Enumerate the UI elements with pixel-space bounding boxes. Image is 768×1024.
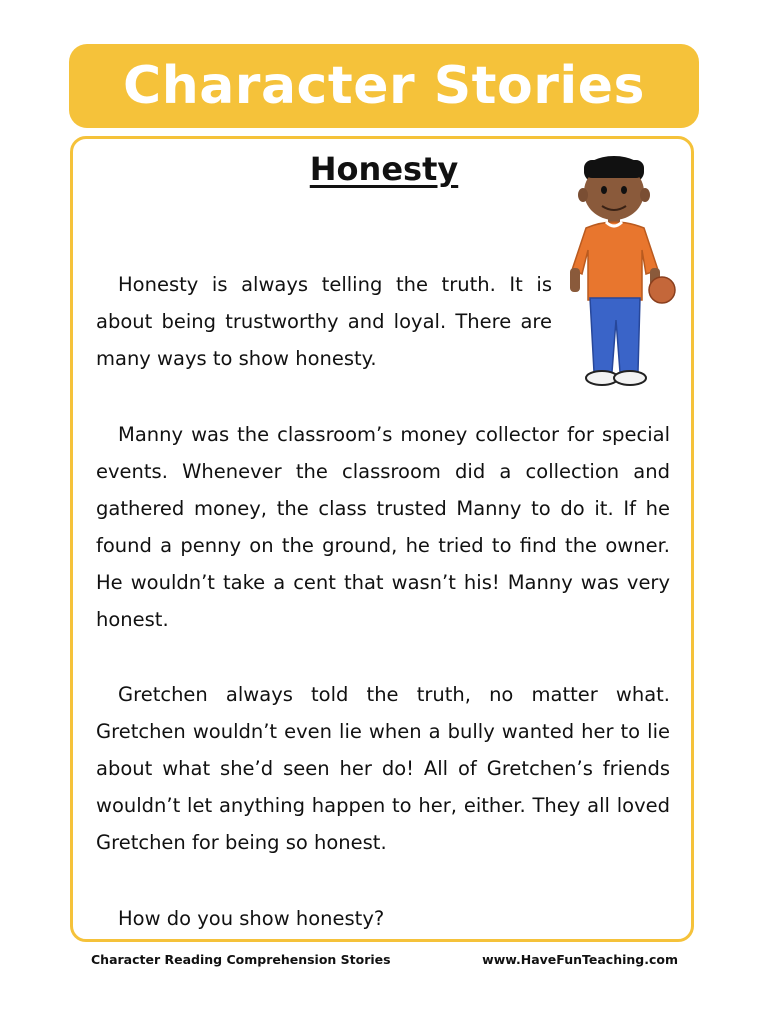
boy-holding-penny-illustration — [566, 150, 676, 390]
story-paragraph-manny: Manny was the classroom’s money collector for special events. Whenever the classroom did a collection and gathered money, the class trusted Manny to do it. If he found a penny on the ground, he tried to find the owner. He wouldn’t take a cent that wasn’t his! Manny was very honest. — [96, 423, 670, 631]
story-paragraph-intro: Honesty is always telling the truth. It is about being trustworthy and loyal. There are many ways to show honesty. — [96, 273, 552, 370]
footer-website-link[interactable]: www.HaveFunTeaching.com — [482, 952, 678, 967]
story-question: How do you show honesty? — [118, 907, 385, 930]
title-banner — [69, 44, 699, 128]
story-paragraph-gretchen: Gretchen always told the truth, no matter what. Gretchen wouldn’t even lie when a bully wanted her to lie about what she’d seen her do! All of Gretchen’s friends wouldn’t let anything happen to her, either. They all loved Gretchen for being so honest. — [96, 683, 670, 854]
page-title: Character Stories — [123, 56, 645, 116]
footer-series-label: Character Reading Comprehension Stories — [91, 952, 391, 967]
story-heading-text: Honesty — [309, 150, 459, 188]
